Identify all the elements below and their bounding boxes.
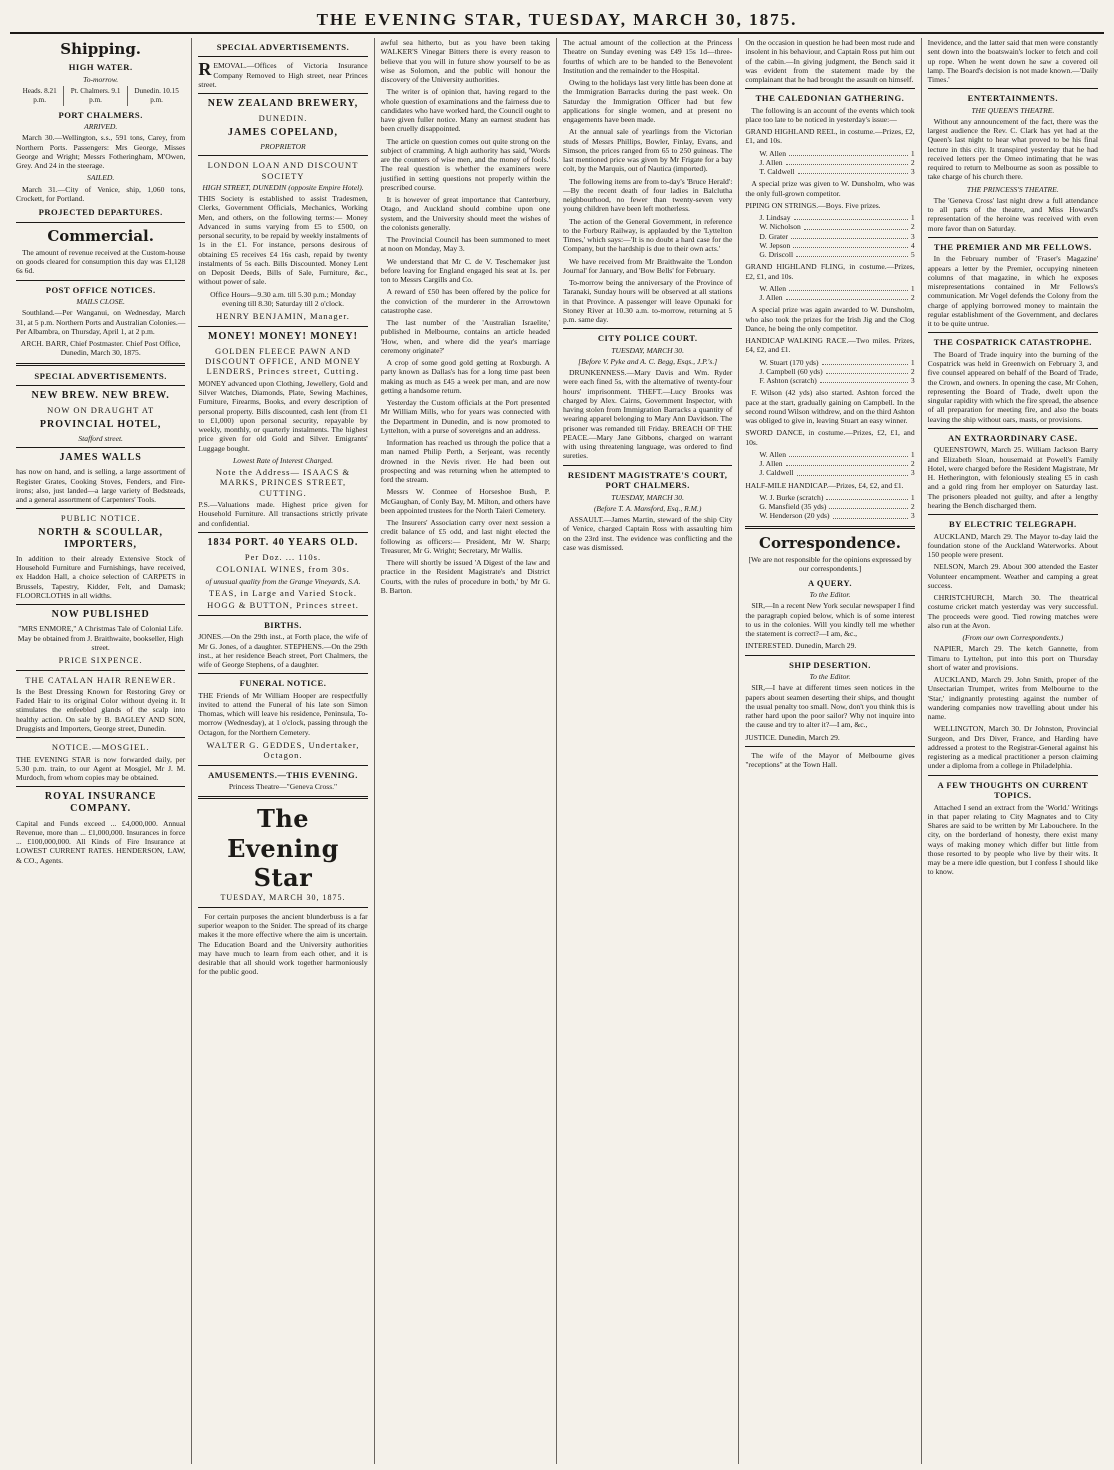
rm-court-date: TUESDAY, MARCH 30. (611, 492, 685, 502)
on-draught-label: NOW ON DRAUGHT AT (47, 405, 155, 416)
funeral-heading: FUNERAL NOTICE. (239, 678, 327, 689)
result-row: J. Allen 2 (759, 293, 915, 303)
article-paragraph: We understand that Mr C. de V. Teschemaker just before leaving for England engaged his seat at 1s. per ton to Messrs Cargills and Co. (380, 256, 550, 284)
james-walls-text: has now on hand, and is selling, a large assortment of Register Grates, Cooking Stoves, Fenders, and Fire-irons; also, just landed—a large variety of Bedsteads, and a general assortment of Carpenters' Tools. (16, 467, 186, 504)
office-hours: Office Hours—9.30 a.m. till 5.30 p.m.; Monday evening till 8.30; Saturday till 2 o'clock. (210, 289, 356, 308)
ship-to: To the Editor. (809, 672, 851, 681)
reel-heading: GRAND HIGHLAND REEL, in costume.—Prizes, £2, £1, and 10s. (745, 127, 915, 146)
james-walls-name: JAMES WALLS (59, 452, 142, 464)
article-paragraph: There will shortly be issued 'A Digest of the law and practice in the Resident Magistrate's and District Courts, with the rules of procedure in both,' by Mr G. B. Barton. (380, 558, 550, 595)
grange-label: of unusual quality from the Grange Vineyards, S.A. (205, 576, 361, 586)
divider (198, 532, 367, 533)
article-paragraph: Inevidence, and the latter said that men were constantly sent down into the boatswain's locker to fetch and coil up rope. When he went down he saw a covered oil lamp. The Board's decision is not made known.—'Daily Times.' (927, 38, 1098, 84)
rm-court-bench: (Before T. A. Mansford, Esq., R.M.) (593, 503, 702, 513)
result-row: W. J. Burke (scratch) 1 (759, 492, 915, 502)
sailings-text: March 31.—City of Venice, ship, 1,060 tons, Crockett, for Portland. (16, 184, 186, 203)
piping-results (759, 213, 914, 259)
evening-star-dateline: TUESDAY, MARCH 30, 1875. (220, 893, 346, 903)
north-scoullar-text: In addition to their already Extensive Stock of Household Furniture and Furnishings, have received, ex Haddon Hall, a choice selection of CARPETS in Brussels, Tapestry, Kidder, Felt, and Damask; FLOORCLOTHS in all widths. (16, 553, 186, 600)
post-office-signature: ARCH. BARR, Chief Postmaster. Chief Post Office, Dunedin, March 30, 1875. (20, 339, 181, 358)
commercial-text: The amount of revenue received at the Custom-house on goods cleared for consumption this day was £1,128 6s 6d. (16, 247, 186, 276)
royal-insurance-text: Capital and Funds exceed ... £4,000,000. Annual Revenue, more than ... £1,000,000. Insurances in force ... £100,000,000. All Kinds of Fire Insurance at LOWEST CURRENT RATES. HENDERSON, LAW, & CO., Agents. (16, 818, 186, 865)
result-row: W. Jepson 4 (759, 240, 915, 250)
henry-benjamin-signature: HENRY BENJAMIN, Manager. (216, 311, 350, 322)
notice-mosgiel-text: THE EVENING STAR is now forwarded daily, per 5.30 p.m. train, to our Agent at Mosgiel, Mr J. M. Murdoch, from whom copies may be obtained. (16, 754, 186, 782)
result-row: T. Caldwell 3 (759, 167, 915, 177)
notice-mosgiel-heading: NOTICE.—MOSGIEL. (51, 742, 150, 753)
city-police-bench: [Before V. Pyke and A. C. Begg, Esqs., J.P.'s.] (578, 356, 718, 366)
query-to: To the Editor. (809, 590, 851, 600)
masthead-title: THE EVENING STAR, TUESDAY, MARCH 30, 1875. (316, 10, 798, 29)
divider (745, 88, 914, 89)
result-row: W. Stuart (170 yds) 1 (759, 357, 915, 367)
newspaper-masthead (10, 8, 1104, 34)
fling-heading: GRAND HIGHLAND FLING, in costume.—Prizes, £2, £1, and 10s. (745, 262, 915, 281)
evening-star-nameplate: The Evening Star (227, 804, 339, 892)
catalan-heading: THE CATALAN HAIR RENEWER. (25, 674, 177, 685)
north-scoullar-name: NORTH & SCOULLAR, IMPORTERS, (38, 526, 164, 550)
article-paragraph: Messrs W. Conmee of Horseshoe Bush, P. McGaughan, of Conly Bay, M. Milton, and others have been appointed trustees for the North Taieri Cemetery. (380, 487, 550, 515)
tide-heads: Heads. 8.21 p.m. (16, 86, 64, 106)
divider (563, 328, 732, 329)
double-divider (198, 796, 367, 799)
tide-port-chalmers: Pt. Chalmers. 9.1 p.m. (64, 86, 128, 106)
rm-court-heading: RESIDENT MAGISTRATE'S COURT, PORT CHALMERS. (567, 469, 728, 491)
article-paragraph: To-morrow being the anniversary of the Province of Taranaki, Sunday hours will be observed at all stations in that Province. A passenger will leave Opunaki for Stoney River at 10.30 a.m. to-morrow, returning at 5 p.m. same day. (562, 278, 733, 324)
article-paragraph: The actual amount of the collection at the Princess Theatre on Sunday evening was £49 15s 1d—three-fourths of which are to be handed to the Benevolent Institution and the remainder to the Hospital. (562, 38, 733, 75)
royal-insurance-headline: ROYAL INSURANCE COMPANY. (44, 791, 157, 815)
sailed-label: SAILED. (87, 173, 115, 183)
now-published-text: "MRS ENMORE," A Christmas Tale of Colonial Life. May be obtained from J. Braithwaite, bookseller, High street. (17, 624, 184, 652)
port-chalmers-heading: PORT CHALMERS. (58, 109, 143, 120)
column-6 (922, 38, 1104, 1464)
result-row: J. Allen 2 (759, 157, 915, 167)
births-text: JONES.—On the 29th inst., at Forth place, the wife of Mr G. Jones, of a daughter. STEPHENS.—On the 29th inst., at her residence Beach street, Port Chalmers, the wife of George Stephens, of a daughter. (198, 632, 368, 669)
column-1 (10, 38, 192, 1464)
divider (16, 280, 185, 281)
article-paragraph: The writer is of opinion that, having regard to the whole question of examinations and the fairness due to candidates who have worked hard, the Council ought to have given fuller notice. Many an earnest student has been cruelly disappointed. (380, 87, 550, 134)
divider (16, 385, 185, 386)
premier-text: In the February number of 'Fraser's Magazine' appears a letter by the Premier, occupying nineteen columns of that magazine, in which he exposes misrepresentations contained in Mr Fellows's communication. Mr Vogel defends the Colony from the charge of applying borrowed money to maintain the regular establishment of the Government, and declares it to be quite untrue. (927, 254, 1098, 329)
result-row: G. Driscoll 5 (759, 250, 915, 260)
cospatrick-heading: THE COSPATRICK CATASTROPHE. (933, 337, 1092, 348)
section-heading-commercial: Commercial. (47, 226, 154, 245)
divider (198, 907, 367, 908)
divider (16, 222, 185, 223)
newspaper-columns (10, 38, 1104, 1464)
money-headline: MONEY! MONEY! MONEY! (208, 330, 358, 342)
births-heading: BIRTHS. (264, 619, 302, 630)
divider (928, 332, 1098, 333)
article-paragraph: On the occasion in question he had been most rude and insolent in his behaviour, and Captain Ross put him out of the cabin.—In giving judgment, the Bench said it was evident from the statement made by the complainant that he had brought the assault on himself. (745, 38, 915, 84)
result-row: W. Allen 1 (759, 283, 915, 293)
article-paragraph: The article on question comes out quite strong on the subject of cramming. A high authority has said, 'Words are the counters of wise men, and the money of fools.' The real question is whether the examiners were justified in setting questions not properly within the prescribed course. (380, 136, 550, 192)
article-paragraph: The action of the General Government, in reference to the Forbury Railway, is applauded by the 'Lyttelton Times,' which says:—'It is no doubt a hard case for the Company, but the hardship is due to their own acts.' (562, 216, 733, 254)
article-paragraph: Owing to the holidays last very little has been done at the Immigration Barracks during the past week. On Saturday the Immigration Officer had but few applications for single women, and at present no engagements have been made. (562, 78, 733, 124)
article-paragraph: The Insurers' Association carry over next session a credit balance of £5 odd, and last night elected the following as officers:— President, Mr W. Sharp; Treasurer, Mr G. Wright; Secretary, Mr Wallis. (380, 518, 550, 555)
princess-text: The 'Geneva Cross' last night drew a full attendance to all parts of the theatre, and Miss Howard's representation of the heroine was received with even more favor than on Saturday. (927, 195, 1098, 233)
article-paragraph: Yesterday the Custom officials at the Port presented Mr William Mills, who for years was connected with the Department in Dunedin, and is now promoted to Lyttelton, with a purse of sovereigns and an address. (380, 398, 550, 435)
queens-text: Without any announcement of the fact, there was the largest audience the Rev. C. Clark has yet had at the Queen's last night to hear what proved to be his final lecture in this city. It transpired yesterday that he had received letters per the Omeo intimating that he was required to return to Melbourne as soon as possible to take charge of his church there. (927, 116, 1098, 182)
rm-court-text: ASSAULT.—James Martin, steward of the ship City of Venice, charged Captain Ross with assaulting him on the 23rd inst. The evidence was conflicting and the case was dismissed. (562, 515, 733, 552)
column-3 (375, 38, 557, 1464)
new-brew-headline: NEW BREW. NEW BREW. (31, 390, 170, 402)
provincial-hotel-name: PROVINCIAL HOTEL, (39, 418, 162, 430)
telegraph-nelson: NELSON, March 29. About 300 attended the Easter Volunteer encampment. Weather and camping a great success. (927, 562, 1098, 590)
divider (198, 93, 367, 94)
divider (928, 88, 1098, 89)
telegraph-napier: NAPIER, March 29. The ketch Gannette, from Timaru to Lyttelton, put into this port on Thursday short of water and provisions. (927, 644, 1098, 672)
piping-heading: PIPING ON STRINGS.—Boys. Five prizes. (745, 200, 881, 210)
own-correspondents-label: (From our own Correspondents.) (962, 633, 1064, 643)
article-paragraph: awful sea hitherto, but as you have been taking WALKER'S Vinegar Bitters there is every reason to believe that you will in future show yourself to be as wise as Solomon, and the public will honour the discovery of the University authorities. (380, 38, 550, 84)
half-mile-results (759, 493, 914, 521)
telegraph-auckland: AUCKLAND, March 29. The Mayor to-day laid the foundation stone of the Auckland Waterworks. About 150 people were present. (927, 531, 1098, 560)
query-text: SIR,—In a recent New York secular newspaper I find the paragraph copied below, which is of some interest to us in the colonies. Will you kindly tell me whether the statement is correct?—I am, &c., (745, 601, 915, 639)
entertainments-heading: ENTERTAINMENTS. (967, 93, 1058, 104)
ship-signature: JUSTICE. Dunedin, March 29. (745, 732, 840, 742)
valuations-text: P.S.—Valuations made. Highest price given for Household Furniture. All transactions strictly private and confidential. (198, 500, 368, 528)
result-row: F. Ashton (scratch) 3 (759, 376, 915, 386)
half-mile-heading: HALF-MILE HANDICAP.—Prizes, £4, £2, and £1. (745, 480, 904, 490)
divider (16, 670, 185, 671)
special-ads-heading: SPECIAL ADVERTISEMENTS. (34, 370, 167, 381)
lowest-rate-label: Lowest Rate of Interest Charged. (232, 455, 334, 465)
dunedin-label: DUNEDIN. (258, 113, 308, 124)
mayor-text: The wife of the Mayor of Melbourne gives "receptions" at the Town Hall. (745, 750, 915, 769)
queens-heading: THE QUEEN'S THEATRE. (971, 105, 1055, 115)
divider (198, 765, 367, 766)
tide-dunedin: Dunedin. 10.15 p.m. (134, 87, 179, 104)
divider (563, 465, 732, 466)
article-paragraph: The Provincial Council has been summoned to meet at noon on Monday, May 3. (380, 235, 550, 254)
proprietor-label: PROPRIETOR (260, 141, 306, 151)
post-office-heading: POST OFFICE NOTICES. (45, 284, 156, 295)
telegraph-wellington: WELLINGTON, March 30. Dr Johnston, Provincial Surgeon, and Drs Diver, France, and Harding have addressed a protest to the Registrar-General against his registering as a medical practitioner a person claiming under a diploma from a college in Philadelphia. (927, 724, 1098, 771)
mails-close-label: MAILS CLOSE. (76, 297, 125, 307)
post-office-text: Southland.—Per Wanganui, on Wednesday, March 31, at 5 p.m. Northern Ports and Australian Colonies.—Per Albambra, on Thursday, April 1, at 2 p.m. (16, 308, 186, 336)
per-doz-label: Per Doz. ... 110s. (244, 552, 322, 563)
correspondence-note: [We are not responsible for the opinions expressed by our correspondents.] (748, 555, 912, 574)
tomorrow-label: To-morrow. (83, 74, 119, 84)
princess-heading: THE PRINCESS'S THEATRE. (966, 184, 1059, 194)
section-heading-correspondence: Correspondence. (759, 533, 901, 552)
city-police-heading: CITY POLICE COURT. (597, 333, 698, 344)
walking-heading: HANDICAP WALKING RACE.—Two miles. Prizes, £4, £2, and £1. (745, 336, 915, 355)
telegraph-heading: BY ELECTRIC TELEGRAPH. (948, 519, 1077, 530)
price-label: PRICE SIXPENCE. (58, 655, 143, 666)
divider (928, 237, 1098, 238)
ship-text: SIR,—I have at different times seen notices in the papers about seamen deserting their ships, and thought the usual penalty too small. Now, don't you think this is rather hard upon the poor sailor? Why not inquire into the cause and try to alter it?—I am, &c., (745, 683, 915, 730)
article-paragraph: Information has reached us through the police that a man named Philip Perth, a Serjeant, was recently drowned in the Nevis river. He had been out prospecting and was returning when he attempted to ford the stream. (380, 438, 550, 484)
arrived-label: ARRIVED. (84, 122, 118, 132)
leader-text: For certain purposes the ancient blunderbuss is a far superior weapon to the Snider. The spread of its charge makes it the more effective where the aim is uncertain. The Education Board and the University authorities may have much to learn from each other, and it is desirable that all should work together harmoniously for the public good. (198, 911, 368, 977)
teas-label: TEAS, in Large and Varied Stock. (208, 588, 358, 599)
sword-heading: SWORD DANCE, in costume.—Prizes, £2, £1, and 10s. (745, 428, 915, 447)
money-text: MONEY advanced upon Clothing, Jewellery, Gold and Silver Watches, Diamonds, Plate, Sewing Machines, Furniture, Firearms, Books, and every description of personal property. Bills discounted, cash lent (from £1 to £1,000) upon personal security, repayable by weekly, monthly, or quarterly instalments. The highest price given for old Gold and Silver. Emigrants' Luggage bought. (198, 378, 368, 453)
thoughts-heading: A FEW THOUGHTS ON CURRENT TOPICS. (937, 779, 1089, 801)
walking-results (759, 358, 914, 386)
fling-special: A special prize was again awarded to W. Dunsholm, who also took the prizes for the Irish Jig and the Clog Dance, he being the only competitor. (745, 305, 915, 333)
divider (745, 655, 914, 656)
now-published-headline: NOW PUBLISHED (51, 609, 150, 621)
caledonian-heading: THE CALEDONIAN GATHERING. (755, 93, 905, 104)
cospatrick-text: The Board of Trade inquiry into the burning of the Cospatrick was held in Greenwich on February 3, and five counsel appeared on behalf of the Board of Trade, the Crown, and owners. In opening the case, Mr Cohen, representing the Board of Trade, dwelt upon the singular rapidity with which the fire spread, the absence of all preparation for meeting fire, and also the boats leaving the ship without oars, masts, or provisions. (927, 349, 1098, 424)
divider (198, 673, 367, 674)
thoughts-text: Attached I send an extract from the 'World.' Writings in that paper relating to City Magnates and to City Shares are said to be written by Mr Labouchere. In the city, on the borderland of honesty, there exist many ways of making money which differ but little from those resorted to by people who live by their wits. It may be a mere idle question, but I confess I should like to know. (927, 802, 1098, 877)
ship-desertion-heading: SHIP DESERTION. (789, 659, 871, 670)
article-paragraph: A crop of some good gold getting at Roxburgh. A party known as Dallas's has for a long time past been making as much as £45 a week per man, and are now getting a handsome return. (380, 358, 550, 395)
london-loan-headline: LONDON LOAN AND DISCOUNT SOCIETY (207, 160, 359, 181)
result-row: J. Allen 2 (759, 459, 915, 469)
column-4 (557, 38, 739, 1464)
divider (16, 508, 185, 509)
result-row: J. Campbell (60 yds) 2 (759, 366, 915, 376)
divider (16, 786, 185, 787)
article-paragraph: The following items are from to-day's 'Bruce Herald':—By the recent death of four ladies in Balclutha neighbourhood, no fewer than twenty-seven very young children have been left motherless. (562, 176, 733, 214)
telegraph-auckland-2: AUCKLAND, March 29. John Smith, proper of the Unsectarian Trumpet, writes from Melbourne to the 'Star,' indignantly protesting against the number of wandering companies now travelling about under his name. (927, 675, 1098, 722)
high-water-heading: HIGH WATER. (68, 62, 133, 73)
removal-notice: REMOVAL.—Offices of Victoria Insurance Company Removed to High street, near Princes street. (198, 59, 368, 89)
princess-theatre-listing: Princess Theatre—"Geneva Cross." (228, 782, 338, 792)
divider (198, 56, 367, 57)
divider (745, 746, 914, 747)
result-row: W. Allen 1 (759, 148, 915, 158)
funeral-text: THE Friends of Mr William Hooper are respectfully invited to attend the Funeral of his late son Simon Thomas, which will leave his residence, Peninsula, To-morrow (Wednesday), at 1 o'clock, passing through the Octagon, for the Northern Cemetery. (198, 690, 368, 737)
high-street-label: HIGH STREET, DUNEDIN (opposite Empire Hotel). (202, 182, 364, 192)
tide-table (16, 86, 185, 106)
telegraph-christchurch: CHRISTCHURCH, March 30. The theatrical costume cricket match yesterday was very successful. The proceeds were good. Tied rowing matches were also run at the Avon. (927, 593, 1098, 630)
geddes-signature: WALTER G. GEDDES, Undertaker, Octagon. (206, 739, 360, 761)
caledonian-intro: The following is an account of the events which took place too late to be noticed in yesterday's issue:— (745, 105, 915, 124)
double-divider (16, 363, 185, 366)
article-paragraph: At the annual sale of yearlings from the Victorian studs of Messrs Phillips, Bowler, Finlay, Evans, and Simson, the prices ranged from 65 to 250 guineas. The last mentioned price was given by Mr Frigate for a bay colt, by the Marquis, out of Nautica (imported). (562, 127, 733, 174)
extraordinary-heading: AN EXTRAORDINARY CASE. (948, 432, 1078, 443)
result-row: G. Mansfield (35 yds) 2 (759, 502, 915, 512)
divider (16, 604, 185, 605)
premier-heading: THE PREMIER AND MR FELLOWS. (933, 241, 1092, 252)
projected-departures-heading: PROJECTED DEPARTURES. (38, 207, 163, 218)
amusements-heading: AMUSEMENTS.—THIS EVENING. (208, 769, 358, 780)
city-police-date: TUESDAY, MARCH 30. (611, 345, 685, 355)
result-row: J. Caldwell 3 (759, 468, 915, 478)
article-paragraph: A reward of £50 has been offered by the police for the conviction of the murderer in the Arrowtown catastrophe case. (380, 287, 550, 315)
sword-results (759, 450, 914, 478)
fling-results (759, 284, 914, 303)
article-paragraph: We have received from Mr Braithwaite the 'London Journal' for January, and 'Bow Bells' for February. (562, 256, 733, 275)
golden-fleece-headline: GOLDEN FLEECE PAWN AND DISCOUNT OFFICE, AND MONEY LENDERS, Princes street, Cutting. (205, 345, 361, 377)
divider (928, 514, 1098, 515)
extraordinary-text: QUEENSTOWN, March 25. William Jackson Barry and Elizabeth Sloan, housemaid at Powell's Family Hotel, were charged before the Resident Magistrate, Mr H. Hetherington, with feloniously stealing £5 in cash and a gold ring from her employer on Saturday last. The prisoners pleaded not guilty, and after a lengthy hearing the Bench discharged them. (927, 445, 1098, 510)
result-row: D. Grater 3 (759, 231, 915, 241)
hogg-button-signature: HOGG & BUTTON, Princes street. (207, 600, 359, 611)
london-loan-text: THIS Society is established to assist Tradesmen, Clerks, Government Officials, Mechanics, Working Men, and others, on the following terms:— Money Advanced in sums varying from £5 to £500, on personal security, to be repaid by weekly instalments of 1s in the £1. For instance, persons desirous of obtaining £5 receives £4 16s cash, repaid by twenty instalments of 5s each. Bills Discounted. Money Lent on Deposit Deeds, Bills of Sale, Furniture, &c., without power of sale. (198, 194, 368, 287)
divider (928, 428, 1098, 429)
reel-special: A special prize was given to W. Dunsholm, who was the only full-grown competitor. (745, 179, 915, 198)
public-notice-heading: PUBLIC NOTICE. (60, 513, 141, 524)
walking-text: F. Wilson (42 yds) also started. Ashton forced the pace at the start, gradually gaining on Campbell. In the second round Wilson withdrew, and on the third Ashton was obliged to give in, leaving Stuart an easy winner. (745, 388, 915, 426)
stafford-street-label: Stafford street. (78, 433, 123, 443)
double-divider (745, 526, 914, 529)
special-ads-heading: SPECIAL ADVERTISEMENTS. (216, 42, 350, 52)
result-row: J. Lindsay 1 (759, 213, 915, 223)
nz-brewery-headline: NEW ZEALAND BREWERY, (207, 98, 359, 110)
port-1834-headline: 1834 PORT. 40 YEARS OLD. (207, 536, 359, 548)
divider (16, 737, 185, 738)
divider (16, 447, 185, 448)
divider (198, 326, 367, 327)
city-police-text: DRUNKENNESS.—Mary Davis and Wm. Ryder were each fined 5s, with the alternative of twenty-four hours' imprisonment. THEFT.—Lucy Brooks was charged by Alex. Cairns, Government Inspector, with having stolen from Immigration Barracks a quantity of wearing apparel belonging to Mary Ann Davidson. The prisoner was remanded till Friday. BREACH OF THE PEACE.—Mary Jane Gibbons, charged on warrant with using threatening language, was ordered to find sureties. (562, 368, 733, 461)
column-5 (739, 38, 921, 1464)
result-row: W. Henderson (20 yds) 3 (759, 511, 915, 521)
divider (928, 775, 1098, 776)
column-2 (192, 38, 374, 1464)
divider (198, 155, 367, 156)
copeland-name: JAMES COPELAND, (227, 126, 338, 138)
divider (198, 615, 367, 616)
query-signature: INTERESTED. Dunedin, March 29. (745, 641, 857, 651)
article-paragraph: The last number of the 'Australian Israelite,' published in Melbourne, contains an article headed 'How, when, and where did the year's marriage ceremony originate?' (380, 318, 550, 355)
reel-results (759, 149, 914, 177)
arrivals-text: March 30.—Wellington, s.s., 591 tons, Carey, from Northern Ports. Passengers: Mrs George, Misses George and Wright; Messrs Fotheringham, M'Owen, Grey. And 24 in the steerage. (16, 133, 186, 171)
article-paragraph: It is however of great importance that Canterbury, Otago, and Auckland should combine upon one system, and the University should meet the wishes of the colonists generally. (380, 195, 550, 232)
result-row: W. Allen 1 (759, 449, 915, 459)
query-heading: A QUERY. (808, 577, 852, 588)
catalan-text: Is the Best Dressing Known for Restoring Grey or Faded Hair to its original Color without dyeing it. It stimulates the enfeebled glands of the scalp into healthy action. On sale by B. BAGLEY AND SON, Druggists and Importers, George street, Dunedin. (16, 686, 186, 733)
result-row: W. Nicholson 2 (759, 222, 915, 232)
colonial-wines-label: COLONIAL WINES, from 30s. (216, 564, 350, 575)
isaacs-marks-address: Note the Address— ISAACS & MARKS, PRINCES STREET, CUTTING. (215, 467, 351, 498)
section-heading-shipping: Shipping. (60, 40, 142, 58)
